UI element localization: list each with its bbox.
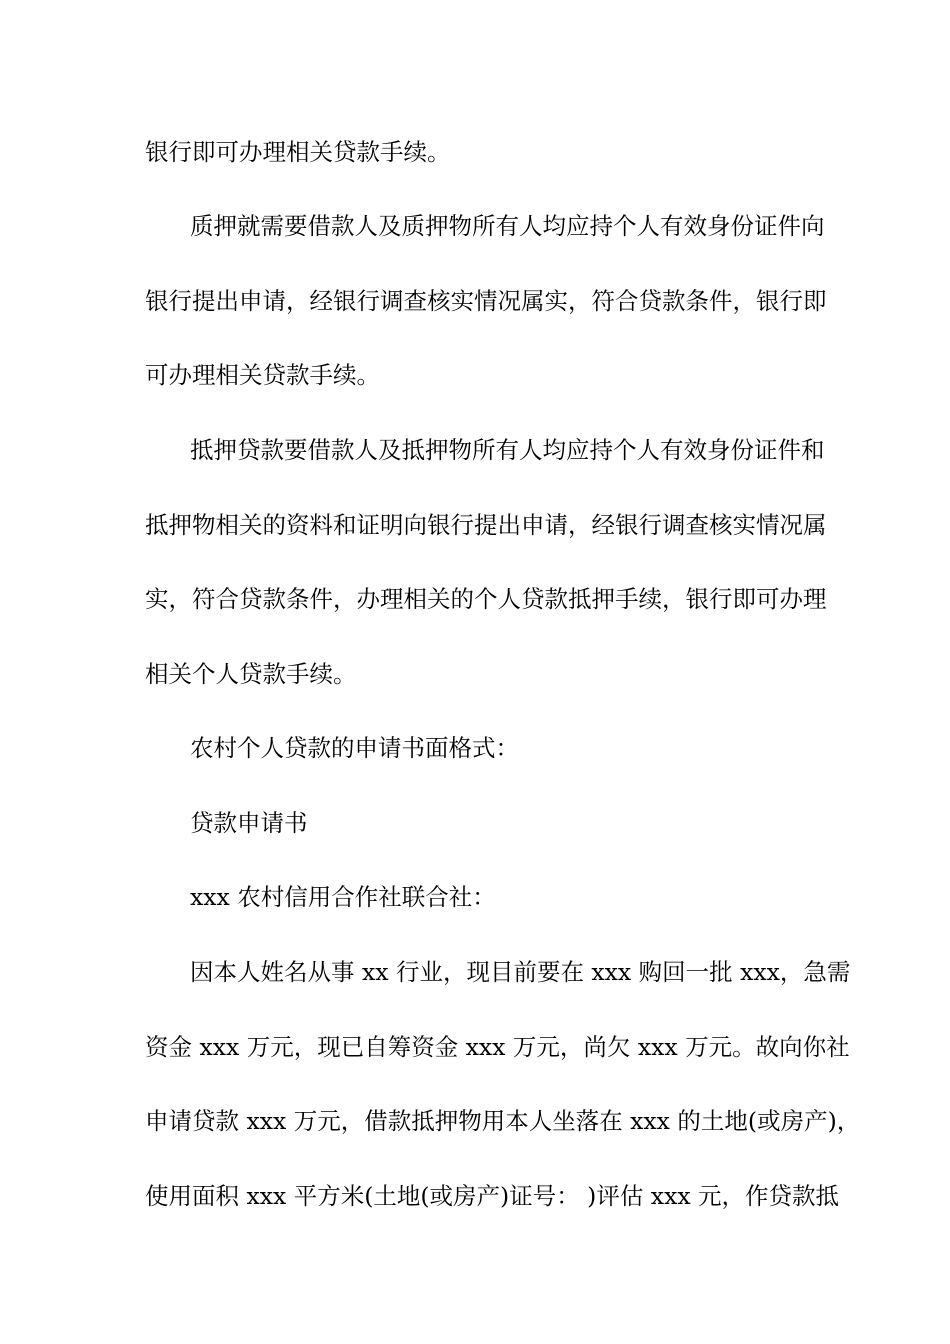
text-line: 申请贷款 xxx 万元，借款抵押物用本人坐落在 xxx 的土地(或房产)， xyxy=(145,1107,861,1135)
text-line: 相关个人贷款手续。 xyxy=(145,660,357,688)
text-line: 实，符合贷款条件，办理相关的个人贷款抵押手续，银行即可办理 xyxy=(145,585,827,613)
paragraph-start-line: 农村个人贷款的申请书面格式： xyxy=(190,734,519,762)
form-title: 贷款申请书 xyxy=(190,809,308,837)
recipient-line: xxx 农村信用合作社联合社： xyxy=(190,883,496,911)
paragraph-start-line: 抵押贷款要借款人及抵押物所有人均应持个人有效身份证件和 xyxy=(190,436,825,464)
text-line: 抵押物相关的资料和证明向银行提出申请，经银行调查核实情况属 xyxy=(145,511,827,539)
text-line: 银行即可办理相关贷款手续。 xyxy=(145,138,451,166)
paragraph-start-line: 质押就需要借款人及质押物所有人均应持个人有效身份证件向 xyxy=(190,212,825,240)
paragraph-start-line: 因本人姓名从事 xx 行业，现目前要在 xxx 购回一批 xxx，急需 xyxy=(190,958,851,986)
text-line: 资金 xxx 万元，现已自筹资金 xxx 万元，尚欠 xxx 万元。故向你社 xyxy=(145,1033,850,1061)
text-line: 使用面积 xxx 平方米(土地(或房产)证号： )评估 xxx 元，作贷款抵 xyxy=(145,1182,840,1210)
text-line: 银行提出申请，经银行调查核实情况属实，符合贷款条件，银行即 xyxy=(145,287,827,315)
text-line: 可办理相关贷款手续。 xyxy=(145,361,380,389)
